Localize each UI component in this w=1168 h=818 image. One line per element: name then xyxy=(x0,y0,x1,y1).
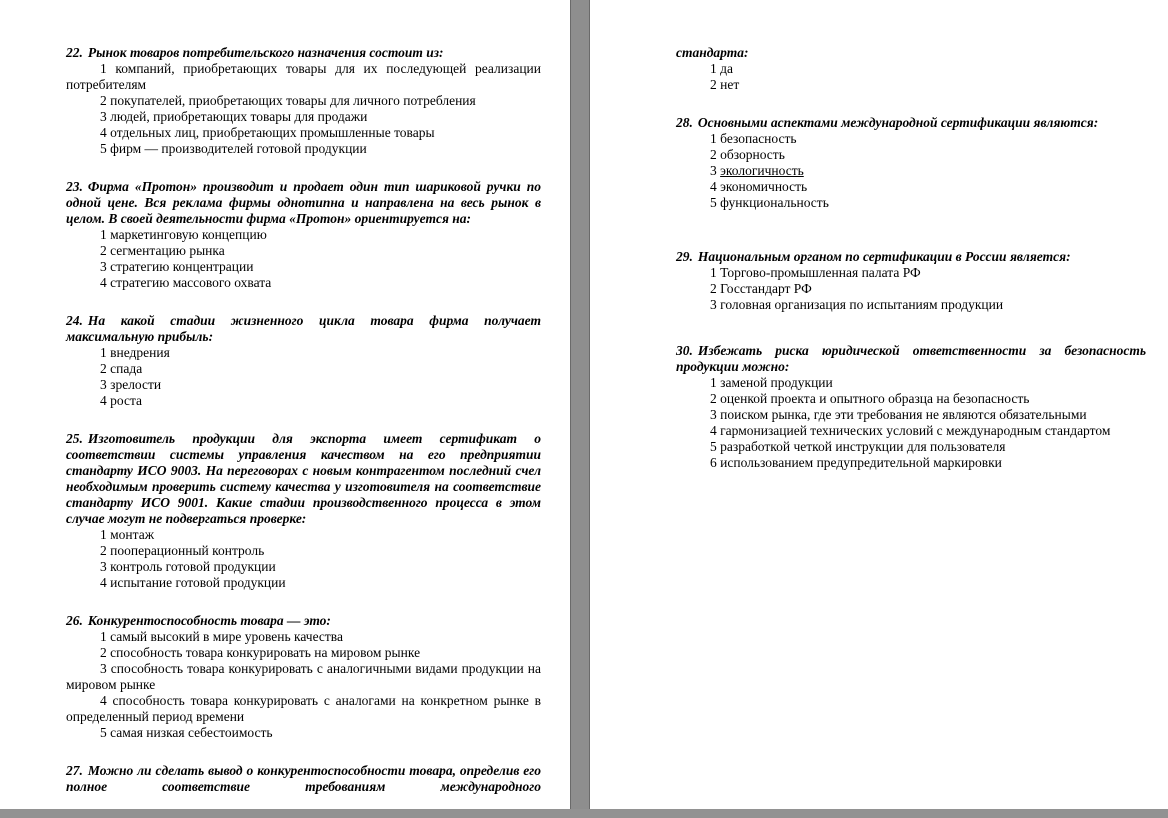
question-number: 29. xyxy=(676,249,693,264)
answer-option: 3 головная организация по испытаниям продукции xyxy=(710,297,1004,312)
question-number: 25. xyxy=(66,431,83,446)
question-text xyxy=(676,45,1146,61)
question-text xyxy=(676,343,1146,375)
question-number: 23. xyxy=(66,179,83,194)
question-number: 26. xyxy=(66,613,83,628)
answer-option: 1 самый высокий в мире уровень качества xyxy=(100,629,343,644)
answer-option: 5 самая низкая себестоимость xyxy=(100,725,273,740)
answer-option: 1 маркетинговую концепцию xyxy=(100,227,267,242)
page-left xyxy=(0,0,570,809)
answer-option: 3 людей, приобретающих товары для продажи xyxy=(100,109,368,124)
question-text xyxy=(66,179,541,227)
question-block xyxy=(66,431,541,591)
answer-option: 3 контроль готовой продукции xyxy=(100,559,276,574)
question-number: 22. xyxy=(66,45,83,60)
question-block xyxy=(676,249,1146,313)
answer-option: 2 покупателей, приобретающих товары для личного потребления xyxy=(100,93,476,108)
question-text xyxy=(66,431,541,527)
answer-option: 3 способность товара конкурировать с аналогичными видами продукции на мировом рынке xyxy=(66,661,541,692)
answer-option: 5 разработкой четкой инструкции для пользователя xyxy=(710,439,1006,454)
question-title-text: Можно ли сделать вывод о конкурентоспособности товара, определив его полное соответствие требованиям международного xyxy=(66,763,541,794)
question-title-text: Конкурентоспособность товара — это: xyxy=(87,613,331,628)
answer-option: 4 отдельных лиц, приобретающих промышленные товары xyxy=(100,125,435,140)
question-block xyxy=(676,115,1146,211)
question-title-text: Национальным органом по сертификации в России является: xyxy=(697,249,1071,264)
page-gutter xyxy=(570,0,590,809)
question-text xyxy=(66,45,541,61)
question-title-text: На какой стадии жизненного цикла товара фирма получает максимальную прибыль: xyxy=(66,313,541,344)
answer-option: 4 способность товара конкурировать с аналогами на конкретном рынке в определенный период времени xyxy=(66,693,541,724)
question-block xyxy=(66,763,541,795)
question-title-text: Избежать риска юридической ответственности за безопасность продукции можно: xyxy=(676,343,1146,374)
answer-option: 4 экономичность xyxy=(710,179,808,194)
answer-option: 1 заменой продукции xyxy=(710,375,833,390)
question-block xyxy=(66,313,541,409)
answer-option: 2 способность товара конкурировать на мировом рынке xyxy=(100,645,421,660)
answer-option: 1 Торгово-промышленная палата РФ xyxy=(710,265,921,280)
answer-option: 3 стратегию концентрации xyxy=(100,259,254,274)
answer-option: 1 компаний, приобретающих товары для их последующей реализации потребителям xyxy=(66,61,541,92)
answer-option-underlined: экологичность xyxy=(720,163,804,178)
answer-option: 2 нет xyxy=(710,77,740,92)
page-right xyxy=(590,0,1168,809)
answer-option: 4 гармонизацией технических условий с международным стандартом xyxy=(710,423,1111,438)
question-block xyxy=(676,45,1146,93)
answer-option: 2 обзорность xyxy=(710,147,785,162)
question-number: 28. xyxy=(676,115,693,130)
answer-option: 1 внедрения xyxy=(100,345,170,360)
answer-option xyxy=(676,163,1146,179)
question-block xyxy=(676,343,1146,471)
question-text xyxy=(676,249,1146,265)
question-title-text: Фирма «Протон» производит и продает один тип шариковой ручки по одной цене. Вся реклама фирмы однотипна и направлена на весь рынок в целом. В своей деятельности фирма «Протон» ориентируется на: xyxy=(66,179,541,226)
answer-option: 2 оценкой проекта и опытного образца на безопасность xyxy=(710,391,1030,406)
answer-option-prefix: 3 xyxy=(710,163,721,178)
question-title-text: Рынок товаров потребительского назначения состоит из: xyxy=(87,45,444,60)
answer-option: 4 роста xyxy=(100,393,143,408)
question-title-text: Изготовитель продукции для экспорта имеет сертификат о соответствии системы управления качеством на его предприятии стандарту ИСО 9003. На переговорах с новым контрагентом последний счел необходимым проверить систему качества у изготовителя на соответствие стандарту ИСО 9001. Какие стадии производственного процесса в этом случае могут не подвергаться проверке: xyxy=(66,431,541,526)
question-title-text: стандарта: xyxy=(676,45,749,60)
question-number: 27. xyxy=(66,763,83,778)
answer-option: 2 Госстандарт РФ xyxy=(710,281,812,296)
answer-option: 2 спада xyxy=(100,361,143,376)
question-block xyxy=(66,179,541,291)
answer-option: 4 стратегию массового охвата xyxy=(100,275,272,290)
question-text xyxy=(66,313,541,345)
question-text xyxy=(66,763,541,795)
question-block xyxy=(66,45,541,157)
answer-option: 1 монтаж xyxy=(100,527,155,542)
answer-option: 4 испытание готовой продукции xyxy=(100,575,286,590)
answer-option: 6 использованием предупредительной маркировки xyxy=(710,455,1002,470)
question-block xyxy=(66,613,541,741)
question-number: 24. xyxy=(66,313,83,328)
question-text xyxy=(66,613,541,629)
answer-option: 2 пооперационный контроль xyxy=(100,543,265,558)
question-number: 30. xyxy=(676,343,693,358)
question-title-text: Основными аспектами международной сертификации являются: xyxy=(697,115,1099,130)
answer-option: 1 да xyxy=(710,61,733,76)
question-text xyxy=(676,115,1146,131)
answer-option: 1 безопасность xyxy=(710,131,797,146)
answer-option: 5 функциональность xyxy=(710,195,829,210)
answer-option: 3 зрелости xyxy=(100,377,162,392)
answer-option: 2 сегментацию рынка xyxy=(100,243,225,258)
answer-option: 5 фирм — производителей готовой продукции xyxy=(100,141,367,156)
answer-option: 3 поиском рынка, где эти требования не являются обязательными xyxy=(710,407,1087,422)
